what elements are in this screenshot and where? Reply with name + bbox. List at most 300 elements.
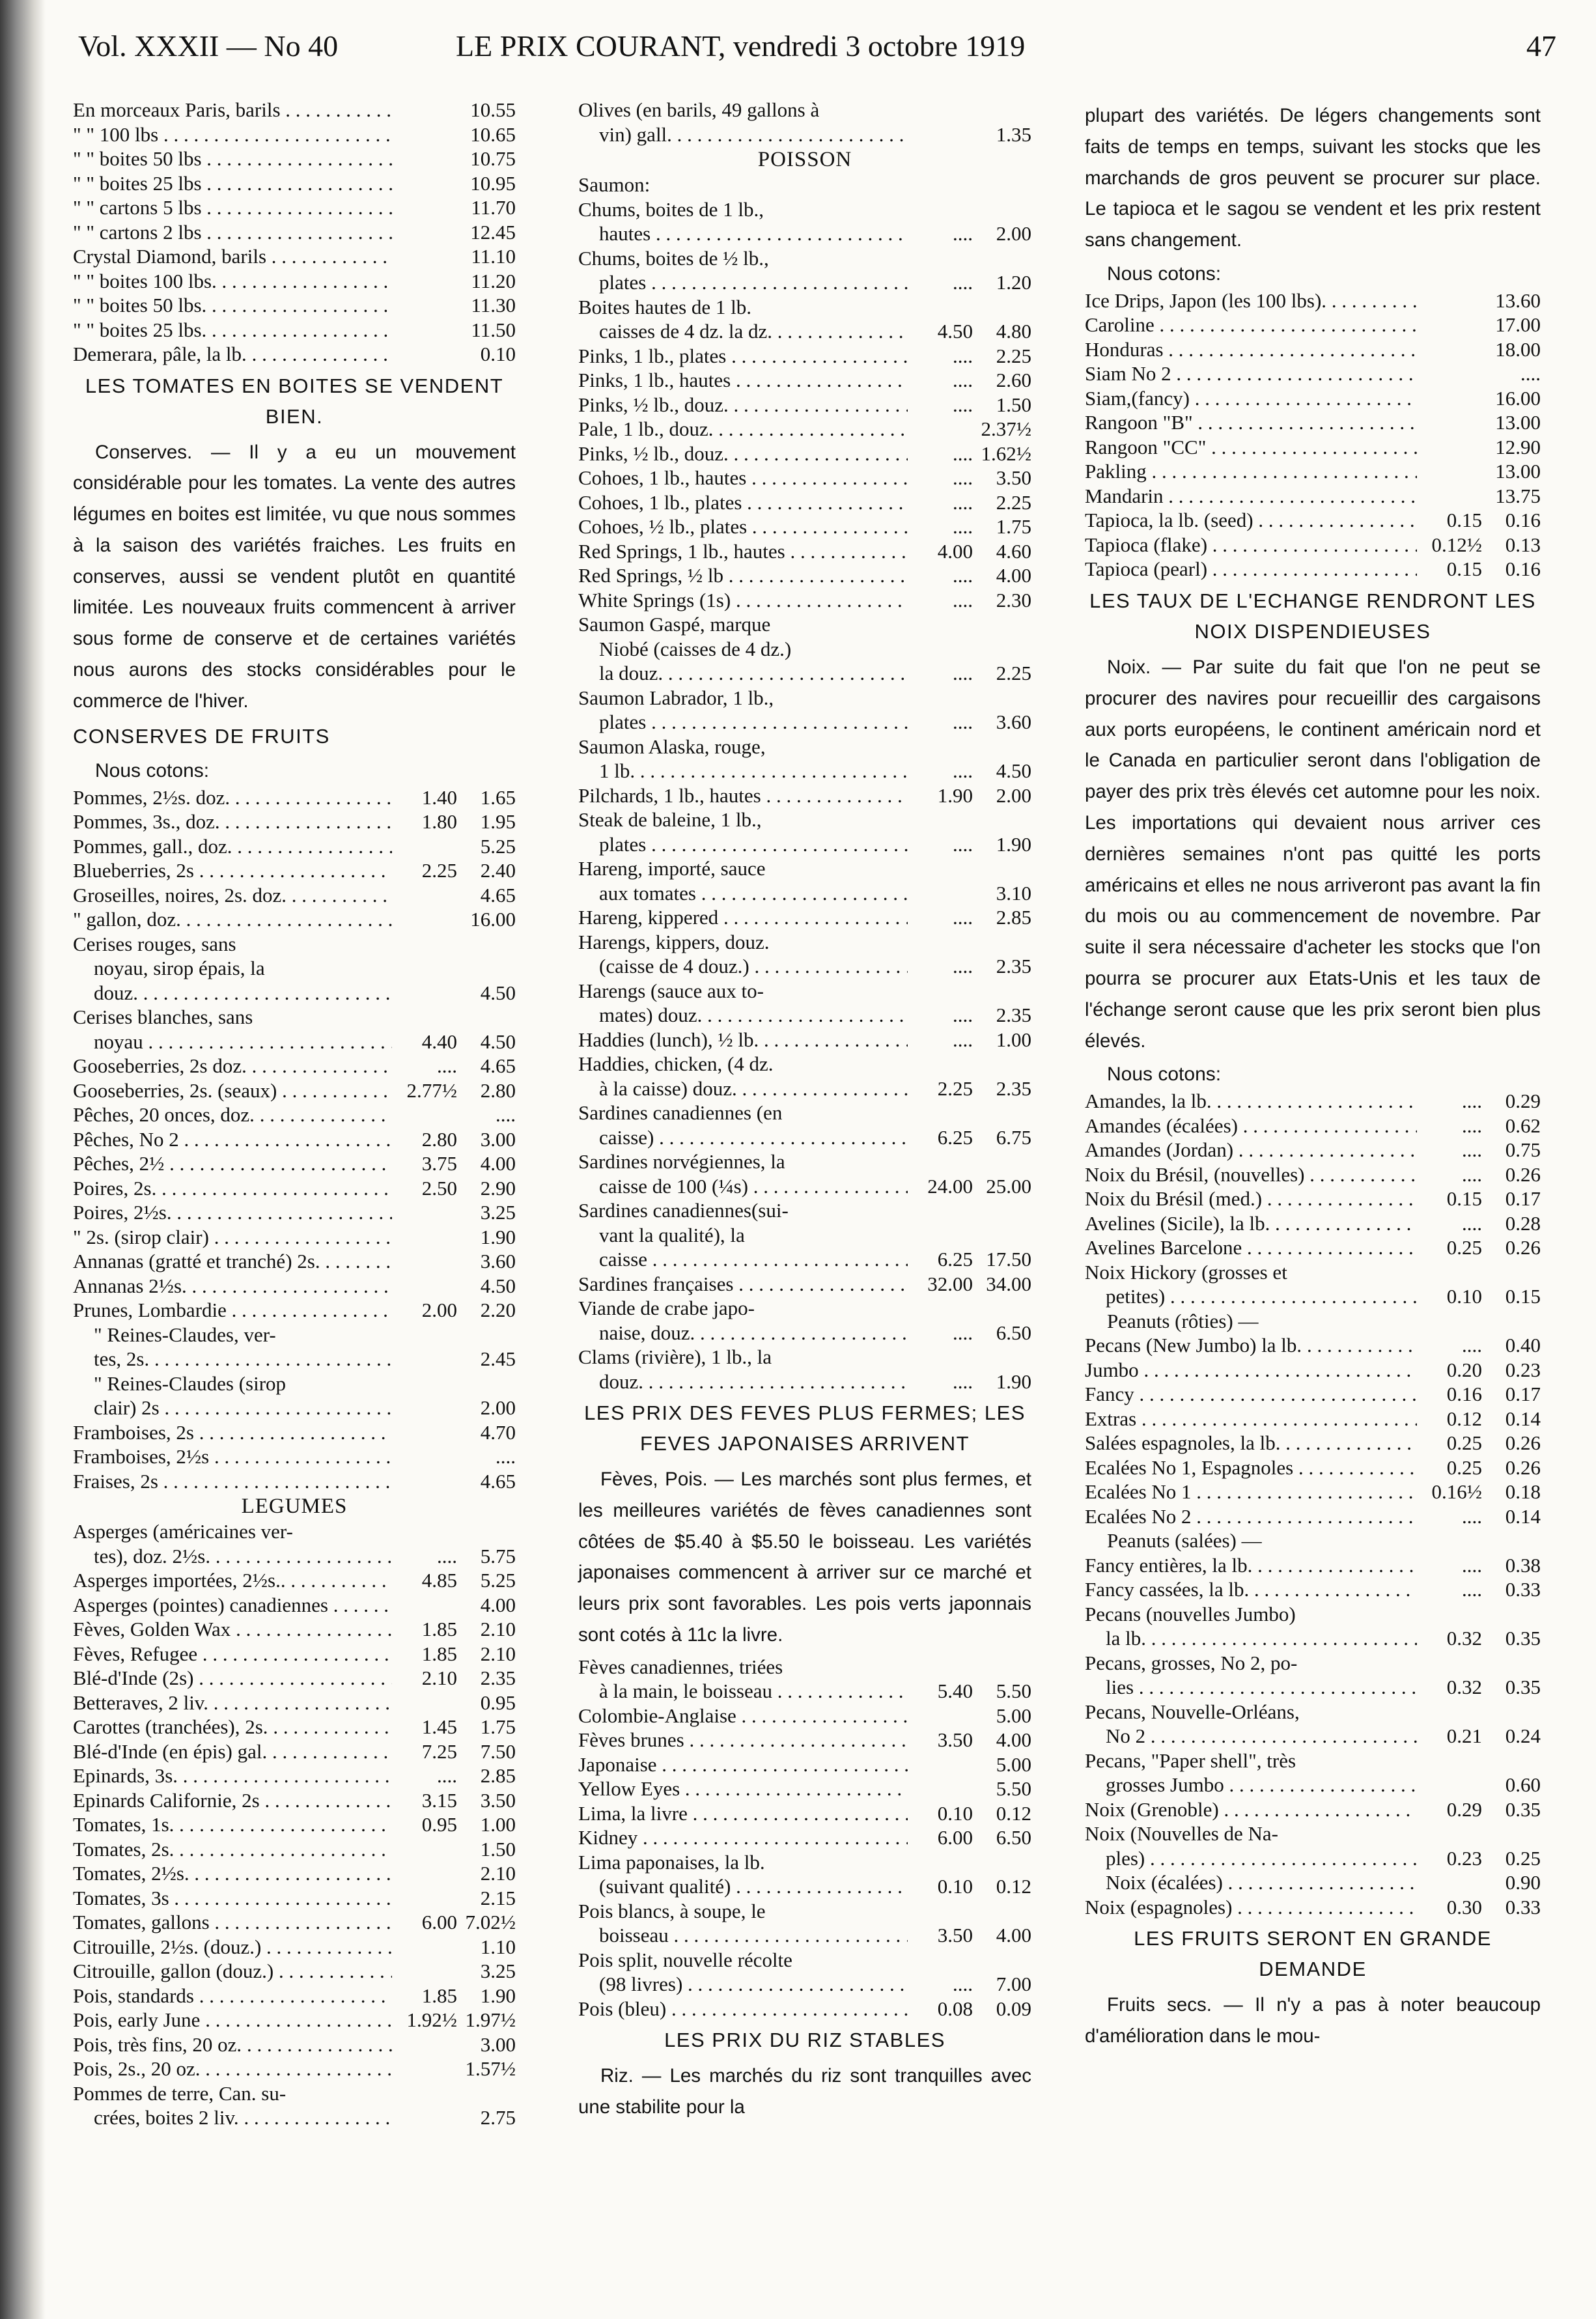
item-label: Harengs, kippers, douz. (578, 930, 770, 953)
price-low: 0.16½ (1431, 1480, 1482, 1504)
item-label: " 2s. (sirop clair) . . . (73, 1225, 392, 1250)
price-row (578, 1174, 1031, 1199)
price-row (73, 2032, 516, 2057)
price-high: 13.00 (1495, 411, 1541, 434)
item-label: Pêches, 2½ . . . (73, 1151, 392, 1176)
item-label: Pakling . . . (1085, 459, 1417, 484)
price-row (73, 809, 516, 834)
section-heading: LES FRUITS SERONT EN GRANDE DEMANDE (1134, 1927, 1492, 1981)
item-label: Sardines canadiennes (en (578, 1101, 783, 1124)
price-high: 13.00 (1495, 460, 1541, 483)
price-high: 0.12 (996, 1875, 1031, 1898)
item-label: Steak de baleine, 1 lb., (578, 808, 762, 831)
price-row (1085, 508, 1541, 533)
price-high: 2.35 (996, 955, 1031, 977)
price-high: 4.00 (480, 1152, 516, 1175)
price-low: 1.90 (937, 783, 973, 807)
price-row (73, 1225, 516, 1250)
price-high: 10.95 (470, 171, 516, 195)
price-row (1085, 1846, 1541, 1871)
price-low: 5.40 (937, 1680, 973, 1703)
price-row (1085, 1626, 1541, 1651)
item-label: " " boites 50 lbs . . . (73, 147, 392, 171)
category-label: Peanuts (rôties) — (1107, 1309, 1259, 1332)
item-label: Saumon Gaspé, marque (578, 613, 771, 636)
item-label: Amandes, la lb. . . . (1085, 1089, 1417, 1114)
item-label: douz. . . . (599, 1370, 908, 1394)
price-row (73, 1151, 516, 1176)
volume-number: Vol. XXXII — No 40 (78, 29, 339, 63)
price-high: 2.25 (996, 662, 1031, 684)
price-row (578, 1728, 1031, 1752)
price-low: .... (953, 393, 973, 416)
price-high: 4.65 (480, 1054, 516, 1078)
item-label: Noix (espagnoles) . . . (1085, 1895, 1417, 1920)
price-low: .... (953, 466, 973, 489)
price-high: 0.24 (1505, 1724, 1541, 1748)
price-low: .... (953, 222, 973, 245)
price-high: 4.65 (480, 883, 516, 907)
item-label: Clams (rivière), 1 lb., la (578, 1345, 772, 1368)
price-row (73, 981, 516, 1005)
price-row (578, 832, 1031, 857)
price-high: 1.75 (996, 515, 1031, 538)
price-row (1085, 1138, 1541, 1162)
price-row (1085, 313, 1541, 337)
price-low: .... (953, 662, 973, 684)
price-low: .... (1462, 1162, 1482, 1186)
price-high: 0.17 (1505, 1187, 1541, 1211)
price-high: 11.10 (471, 245, 516, 268)
price-low: 3.50 (937, 1924, 973, 1947)
item-label: Fraises, 2s . . . (73, 1469, 392, 1494)
section-heading: LES PRIX DU RIZ STABLES (664, 2029, 945, 2052)
price-row (578, 1801, 1031, 1826)
price-high: 2.85 (480, 1764, 516, 1788)
price-high: 7.00 (996, 1973, 1031, 1996)
price-high: 11.50 (471, 318, 516, 341)
price-high: 1.00 (480, 1813, 516, 1836)
price-row (1085, 1577, 1541, 1602)
item-label: Saumon: (578, 173, 651, 196)
item-label: caisse de 100 (¼s) . . . (599, 1174, 908, 1199)
price-low: 32.00 (927, 1272, 973, 1295)
price-high: 3.50 (480, 1788, 516, 1812)
price-high: 2.25 (996, 344, 1031, 367)
item-label: Epinards, 3s. . . . (73, 1764, 392, 1788)
price-low: 0.08 (937, 1997, 973, 2020)
price-row (73, 98, 516, 122)
item-label: Extras . . . (1085, 1407, 1417, 1431)
price-high: 11.70 (471, 196, 516, 219)
price-row (73, 858, 516, 883)
item-label: " " boites 100 lbs. . . . (73, 269, 392, 294)
item-label: Pinks, 1 lb., hautes . . . (578, 368, 908, 393)
price-high: 2.35 (480, 1666, 516, 1690)
item-label: Lima paponaises, la lb. (578, 1850, 765, 1874)
price-high: 3.00 (480, 2032, 516, 2056)
item-label: Salées espagnoles, la lb. . . . (1085, 1431, 1417, 1455)
price-high: 1.90 (480, 1225, 516, 1248)
price-high: 12.90 (1495, 435, 1541, 458)
item-label-continued: " Reines-Claudes, ver- (94, 1323, 276, 1346)
scan-edge-shadow (0, 0, 46, 2319)
item-label: Tomates, 2½s. . . . (73, 1861, 392, 1886)
price-low: 2.25 (421, 859, 457, 882)
price-row (578, 1874, 1031, 1899)
item-label: (caisse de 4 douz.) . . . (599, 954, 908, 979)
price-row (578, 905, 1031, 930)
item-label: Pois, 2s., 20 oz. . . . (73, 2057, 392, 2081)
price-high: 1.10 (480, 1935, 516, 1958)
price-high: 0.09 (996, 1997, 1031, 2020)
price-high: 5.25 (480, 834, 516, 858)
price-low: .... (437, 1054, 457, 1078)
price-high: 2.40 (480, 859, 516, 882)
item-label: Fèves, Golden Wax . . . (73, 1617, 392, 1642)
price-row (1085, 1211, 1541, 1236)
price-row (578, 368, 1031, 393)
item-label: Chums, boites de 1 lb., (578, 197, 764, 221)
price-row (578, 1825, 1031, 1850)
item-label: Pecans (New Jumbo) la lb. . . . (1085, 1333, 1417, 1358)
price-row (578, 1028, 1031, 1052)
price-row (1085, 361, 1541, 386)
item-label: tes), doz. 2½s. . . . (94, 1544, 392, 1569)
price-row (578, 1370, 1031, 1394)
item-label: Citrouille, 2½s. (douz.) . . . (73, 1935, 392, 1960)
price-low: 0.29 (1446, 1797, 1482, 1821)
price-row (578, 1923, 1031, 1948)
price-low: 0.12 (1446, 1407, 1482, 1430)
item-label: boisseau . . . (599, 1923, 908, 1948)
price-high: 0.40 (1505, 1334, 1541, 1357)
item-label: Poires, 2½s. . . . (73, 1200, 392, 1225)
price-row (1085, 1162, 1541, 1187)
price-high: 4.00 (480, 1593, 516, 1616)
price-high: 1.50 (480, 1837, 516, 1861)
price-low: .... (953, 564, 973, 587)
price-high: 12.45 (470, 220, 516, 244)
item-label: Cerises blanches, sans (73, 1005, 253, 1029)
price-high: 2.35 (996, 1076, 1031, 1100)
price-low: 2.10 (421, 1666, 457, 1690)
item-label: Tomates, 2s. . . . (73, 1837, 392, 1862)
item-label: Blé-d'Inde (en épis) gal. . . . (73, 1739, 392, 1764)
price-row (1085, 1235, 1541, 1260)
price-row (578, 1272, 1031, 1297)
price-row (73, 1984, 516, 2008)
item-label: noyau . . . (94, 1030, 392, 1054)
item-label: hautes . . . (599, 221, 908, 246)
item-label: Viande de crabe japo- (578, 1297, 755, 1319)
price-row (1085, 1724, 1541, 1749)
item-label: plates . . . (599, 832, 908, 857)
price-high: .... (496, 1445, 516, 1469)
item-label: Honduras . . . (1085, 337, 1417, 362)
price-low: 7.25 (421, 1739, 457, 1763)
item-label: Noix du Brésil (med.) . . . (1085, 1187, 1417, 1211)
item-label: Tapioca (pearl) . . . (1085, 557, 1417, 582)
item-label: Fancy entières, la lb. . . . (1085, 1553, 1417, 1578)
item-label: Avelines Barcelone . . . (1085, 1235, 1417, 1260)
item-label: lies . . . (1106, 1675, 1417, 1700)
section-heading: CONSERVES DE FRUITS (73, 724, 330, 748)
price-row (73, 1764, 516, 1788)
price-low: 0.15 (1446, 1187, 1482, 1211)
price-row (73, 1691, 516, 1715)
price-row (1085, 533, 1541, 557)
item-label: Harengs (sauce aux to- (578, 979, 764, 1002)
price-row (578, 661, 1031, 686)
price-row (1085, 386, 1541, 411)
price-high: 7.02½ (465, 1911, 516, 1934)
item-label: Pecans, "Paper shell", très (1085, 1749, 1296, 1772)
price-row (73, 1544, 516, 1569)
price-high: 2.30 (996, 588, 1031, 611)
page-header (78, 29, 1556, 74)
item-label: Olives (en barils, 49 gallons à (578, 98, 820, 121)
price-row (73, 220, 516, 245)
price-high: 5.50 (996, 1680, 1031, 1703)
price-row (578, 1321, 1031, 1345)
item-label: Siam No 2 . . . (1085, 361, 1417, 386)
price-low: 0.32 (1446, 1676, 1482, 1699)
price-high: 0.16 (1505, 509, 1541, 532)
price-low: 2.50 (421, 1176, 457, 1200)
price-row (73, 834, 516, 859)
price-row (578, 466, 1031, 490)
price-high: 0.75 (1505, 1138, 1541, 1162)
price-row (1085, 410, 1541, 435)
price-row (73, 1861, 516, 1886)
column-right (1085, 98, 1541, 2056)
price-high: 0.15 (1505, 1285, 1541, 1308)
price-low: .... (953, 1370, 973, 1393)
item-label: Sardines canadiennes(sui- (578, 1199, 789, 1222)
price-high: 4.00 (996, 1924, 1031, 1947)
price-row (578, 122, 1031, 147)
price-low: 1.45 (421, 1715, 457, 1739)
price-low: .... (437, 1764, 457, 1788)
item-label: Sardines norvégiennes, la (578, 1150, 785, 1173)
price-row (578, 539, 1031, 564)
page-number: 47 (1526, 29, 1556, 63)
price-low: 6.00 (937, 1826, 973, 1849)
price-high: 16.00 (470, 908, 516, 931)
item-label: Saumon Alaska, rouge, (578, 735, 766, 758)
price-low: .... (1462, 1089, 1482, 1113)
price-row (1085, 1504, 1541, 1529)
price-high: 0.13 (1505, 533, 1541, 556)
item-label: vin) gall. . . . (599, 122, 908, 147)
price-high: 4.00 (996, 564, 1031, 587)
price-high: 3.60 (996, 710, 1031, 733)
price-high: 10.65 (470, 122, 516, 146)
item-label: Blueberries, 2s . . . (73, 858, 392, 883)
price-row (578, 1125, 1031, 1150)
price-row (1085, 1895, 1541, 1920)
price-high: 0.35 (1505, 1797, 1541, 1821)
price-row (73, 195, 516, 220)
price-high: 2.10 (480, 1618, 516, 1641)
item-label: Tomates, gallons . . . (73, 1910, 392, 1935)
item-label: plates . . . (599, 710, 908, 735)
price-high: 2.10 (480, 1862, 516, 1885)
item-label: Pommes, 2½s. doz. . . . (73, 785, 392, 810)
price-high: 4.60 (996, 539, 1031, 563)
price-row (578, 393, 1031, 417)
price-high: 0.14 (1505, 1407, 1541, 1430)
item-label: Red Springs, 1 lb., hautes . . . (578, 539, 908, 564)
item-label: Lima, la livre . . . (578, 1801, 908, 1826)
price-high: 0.28 (1505, 1211, 1541, 1235)
market-paragraph: Fruits secs. — Il n'y a pas à noter beaucoup d'amélioration dans le mou- (1085, 1994, 1541, 2047)
price-row (1085, 1187, 1541, 1211)
price-low: 6.00 (421, 1911, 457, 1934)
price-row (1085, 1284, 1541, 1309)
price-high: 6.50 (996, 1826, 1031, 1849)
item-label: Pois split, nouvelle récolte (578, 1948, 792, 1971)
price-row (1085, 1089, 1541, 1114)
price-low: .... (953, 369, 973, 391)
market-paragraph: Fèves, Pois. — Les marchés sont plus fermes, et les meilleures variétés de fèves canadiennes sont côtées de $5.40 à $5.50 le boisseau. Les variétés japonaises commencent à arriver sur ce marché et leurs prix sont favorables. Les pois verts japonnais sont cotés à 11c la livre. (578, 1469, 1031, 1646)
price-high: 0.38 (1505, 1553, 1541, 1577)
price-row (578, 1777, 1031, 1801)
price-high: 1.75 (480, 1715, 516, 1739)
price-high: 17.50 (986, 1248, 1031, 1271)
price-row (578, 1679, 1031, 1704)
item-label: Pêches, No 2 . . . (73, 1127, 392, 1152)
price-high: 1.90 (996, 1370, 1031, 1393)
item-label: Pecans (nouvelles Jumbo) (1085, 1602, 1296, 1625)
item-label: Tapioca (flake) . . . (1085, 533, 1417, 557)
price-low: 3.15 (421, 1788, 457, 1812)
item-label: Groseilles, noires, 2s. doz. . . . (73, 883, 392, 908)
price-high: 2.90 (480, 1176, 516, 1200)
price-high: 13.60 (1495, 288, 1541, 312)
price-high: 2.15 (480, 1886, 516, 1909)
price-row (73, 2105, 516, 2130)
price-low: 24.00 (927, 1174, 973, 1198)
item-label: Ice Drips, Japon (les 100 lbs). . . . (1085, 288, 1417, 313)
price-row (578, 417, 1031, 442)
item-label: Pois, early June . . . (73, 2008, 392, 2032)
price-low: .... (1462, 1553, 1482, 1577)
item-label: tes, 2s. . . . (94, 1347, 392, 1371)
price-high: 2.75 (480, 2106, 516, 2129)
price-high: 0.35 (1505, 1627, 1541, 1650)
price-low: 0.25 (1446, 1236, 1482, 1259)
price-low: .... (953, 1973, 973, 1996)
price-low: 4.40 (421, 1030, 457, 1053)
price-row (73, 1127, 516, 1152)
item-label: Carottes (tranchées), 2s. . . . (73, 1715, 392, 1739)
item-label: Framboises, 2½s . . . (73, 1444, 392, 1469)
price-row (73, 1103, 516, 1127)
price-row (578, 1003, 1031, 1028)
price-high: 3.25 (480, 1960, 516, 1983)
price-row (1085, 1480, 1541, 1504)
price-high: 4.80 (996, 320, 1031, 343)
item-label: Pinks, ½ lb., douz. . . . (578, 393, 908, 417)
price-high: 2.35 (996, 1004, 1031, 1026)
market-paragraph: Conserves. — Il y a eu un mouvement considérable pour les tomates. La vente des autres légumes en boites est limitée, vu que nous sommes à la saison des variétés fraiches. Les fruits en conserves, aussi se vendent plutôt en quantité limitée. Les nouveaux fruits commencent à arriver sous forme de conserve et de certaines variétés nous aurons des stocks considérables pour le commerce de l'hiver. (73, 441, 516, 712)
item-label: Cohoes, ½ lb., plates . . . (578, 514, 908, 539)
item-label: Saumon Labrador, 1 lb., (578, 686, 774, 709)
item-label: Haddies (lunch), ½ lb. . . . (578, 1028, 908, 1052)
item-label: Avelines (Sicile), la lb. . . . (1085, 1211, 1417, 1236)
price-low: 6.25 (937, 1248, 973, 1271)
price-row (73, 1396, 516, 1420)
column-left (73, 98, 516, 2130)
price-high: 4.65 (480, 1469, 516, 1493)
price-row (73, 1249, 516, 1274)
price-row (73, 122, 516, 147)
price-row (73, 1715, 516, 1739)
item-label: Prunes, Lombardie . . . (73, 1298, 392, 1323)
price-high: 3.50 (996, 466, 1031, 489)
price-row (73, 907, 516, 932)
price-high: 17.00 (1495, 313, 1541, 337)
price-low: 1.85 (421, 1642, 457, 1665)
item-label: Pecans, grosses, No 2, po- (1085, 1651, 1298, 1674)
price-high: 4.00 (996, 1728, 1031, 1752)
item-label: aux tomates . . . (599, 881, 908, 906)
price-high: 1.97½ (465, 2008, 516, 2032)
price-low: .... (953, 344, 973, 367)
item-label: Noix (écalées) . . . (1106, 1870, 1417, 1895)
price-row (73, 171, 516, 196)
price-row (1085, 1382, 1541, 1407)
price-high: 5.75 (480, 1544, 516, 1567)
price-low: 0.16 (1446, 1383, 1482, 1406)
price-high: 3.00 (480, 1127, 516, 1151)
item-label: Noix (Nouvelles de Na- (1085, 1822, 1278, 1846)
item-label: Pêches, 20 onces, doz. . . . (73, 1103, 392, 1127)
item-label: crées, boites 2 liv. . . . (94, 2105, 392, 2130)
item-label: Hareng, importé, sauce (578, 857, 766, 880)
price-row (73, 318, 516, 343)
section-heading: LEGUMES (241, 1495, 348, 1519)
price-row (578, 1076, 1031, 1101)
price-row (73, 1176, 516, 1201)
price-row (578, 881, 1031, 906)
price-row (1085, 288, 1541, 313)
section-heading: LES PRIX DES FEVES PLUS FERMES; LES FEVES JAPONAISES ARRIVENT (584, 1401, 1026, 1455)
price-high: 3.60 (480, 1250, 516, 1273)
item-label: White Springs (1s) . . . (578, 588, 908, 613)
price-low: 0.10 (937, 1875, 973, 1898)
price-high: 4.50 (480, 981, 516, 1004)
item-label: Epinards Californie, 2s . . . (73, 1788, 392, 1813)
price-row (1085, 459, 1541, 484)
price-high: 4.50 (480, 1030, 516, 1053)
item-label: Crystal Diamond, barils . . . (73, 244, 392, 269)
item-label: Kidney . . . (578, 1825, 908, 1850)
price-high: 1.35 (996, 122, 1031, 146)
price-row (1085, 337, 1541, 362)
item-label: Pommes, gall., doz. . . . (73, 834, 392, 859)
price-high: 0.25 (1505, 1846, 1541, 1870)
price-high: 10.55 (470, 98, 516, 121)
item-label: ples) . . . (1106, 1846, 1417, 1871)
price-row (73, 1568, 516, 1593)
price-high: 0.18 (1505, 1480, 1541, 1504)
price-row (73, 1274, 516, 1299)
item-label-continued: Niobé (caisses de 4 dz.) (599, 637, 792, 660)
price-high: 0.26 (1505, 1455, 1541, 1479)
